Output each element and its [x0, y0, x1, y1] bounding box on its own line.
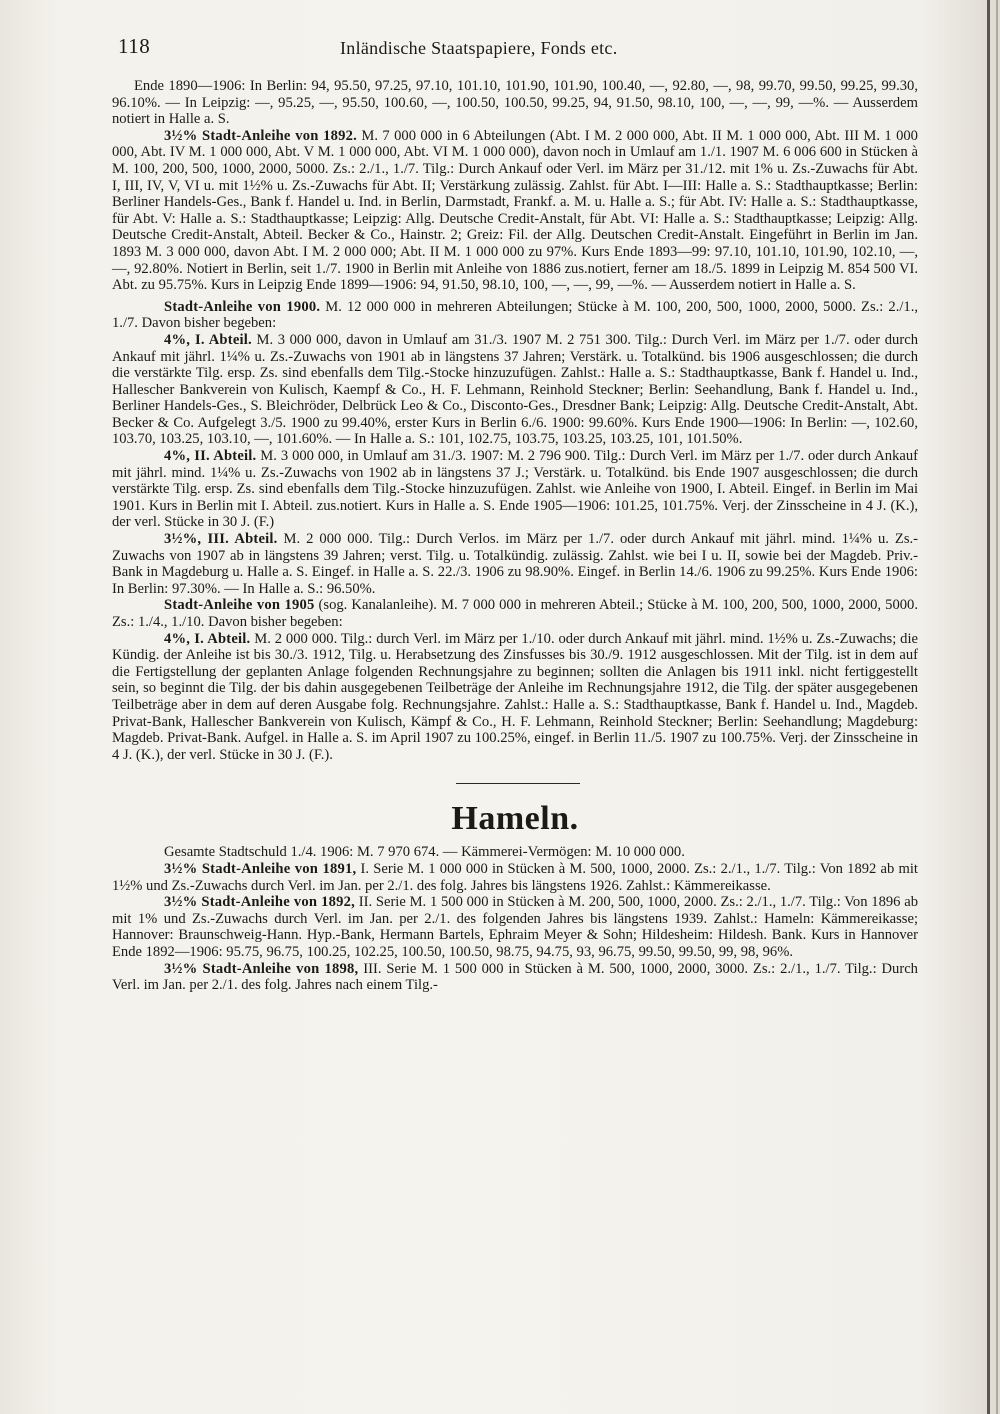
heading-1900-abteil-1: 4%, I. Abteil. — [164, 331, 252, 348]
heading-anleihe-1892: 3½% Stadt-Anleihe von 1892. — [164, 127, 357, 144]
paragraph-kurs-1890-1906: Ende 1890—1906: In Berlin: 94, 95.50, 97.25, 97.10, 101.10, 101.90, 101.90, 100.40, —, 92.80, —, 98, 99.70, 99.50, 99.25, 99.30, 96.10%. — In Leipzig: —, 95.25, —, 95.50, 100.60, —, 100.50, 100.50, 99.25, 94, 91.50, 98.10, 100, —, —, 99, —%. — Ausserdem notiert in Halle a. S. — [112, 78, 918, 128]
page-spine-shadow — [987, 0, 990, 1414]
heading-anleihe-1905: Stadt-Anleihe von 1905 — [164, 597, 315, 614]
heading-1900-abteil-3: 3½%, III. Abteil. — [164, 531, 278, 548]
paragraph-anleihe-1892 — [112, 128, 918, 294]
paragraph-1900-abteil-2 — [112, 448, 918, 531]
heading-hameln-1891: 3½% Stadt-Anleihe von 1891, — [164, 860, 357, 877]
page-number: 118 — [118, 34, 151, 58]
text-anleihe-1892: M. 7 000 000 in 6 Abteilungen (Abt. I M. 2 000 000, Abt. II M. 1 000 000, Abt. III M. 1 000 000, Abt. IV M. 1 000 000, Abt. V M. 1 000 000, Abt. VI M. 1 000 000), davon noch in Umlauf am 1./1. 1907 M. 6 006 600 in Stücken à M. 100, 200, 500, 1000, 2000, 5000. Zs.: 2./1., 1./7. Tilg.: Durch Ankauf oder Verl. im März per 31./12. mit 1% u. Zs.-Zuwachs für Abt. I, III, IV, V, VI u. mit 1½% u. Zs.-Zuwachs für Abt. II; Verstärkung zulässig. Zahlst. für Abt. I—III: Halle a. S.: Stadthauptkasse; Berlin: Berliner Handels-Ges., Bank f. Handel u. Ind. in Berlin, Darmstadt, Frankf. a. M. u. Halle a. S.; für Abt. IV: Halle a. S.: Stadthauptkasse, für Abt. V: Halle a. S.: Stadthauptkasse; Leipzig: Allg. Deutsche Credit-Anstalt, für Abt. VI: Halle a. S.: Stadthauptkasse; Leipzig: Allg. Deutsche Credit-Anstalt, Abteil. Becker & Co., Hainstr. 2; Greiz: Fil. der Allg. Deutschen Credit-Anstalt. Eingeführt in Berlin im Jan. 1893 M. 3 000 000, davon Abt. I M. 2 000 000; Abt. II M. 1 000 000 zu 97%. Kurs Ende 1893—99: 97.10, 101.10, 101.90, 102.10, —, —, 92.80%. Notiert in Berlin, seit 1./7. 1900 in Berlin mit Anleihe von 1886 zus.notiert, ferner am 18./5. 1899 in Leipzig M. 854 500 VI. Abt. zu 95.75%. Kurs in Leipzig Ende 1899—1906: 94, 91.50, 98.10, 100, —, —, 99, —%. — Ausserdem notiert in Halle a. S. — [112, 127, 918, 294]
page-header — [118, 34, 910, 64]
paragraph-1900-abteil-1 — [112, 332, 918, 448]
paragraph-1905-abteil-1 — [112, 631, 918, 764]
section-title-hameln: Hameln. — [451, 800, 579, 838]
heading-1905-abteil-1: 4%, I. Abteil. — [164, 630, 251, 647]
running-title: Inländische Staatspapiere, Fonds etc. — [340, 38, 618, 58]
paragraph-hameln-summary: Gesamte Stadtschuld 1./4. 1906: M. 7 970 674. — Kämmerei-Vermögen: M. 10 000 000. — [164, 844, 685, 861]
text-anleihe-1905: (sog. Kanalanleihe). M. 7 000 000 in mehreren Abteil.; Stücke à M. 100, 200, 500, 1000, 2000, 5000. Zs.: 1./4., 1./10. Davon bisher begeben: — [112, 597, 918, 630]
text-hameln-1898: III. Serie M. 1 500 000 in Stücken à M. 500, 1000, 2000, 3000. Zs.: 2./1., 1./7. Tilg.: Durch Verl. im Jan. per 2./1. des folg. Jahres nach einem Tilg.- — [112, 960, 918, 994]
paragraph-anleihe-1900 — [112, 299, 918, 332]
heading-anleihe-1900: Stadt-Anleihe von 1900. — [164, 298, 321, 315]
text-hameln-1892: II. Serie M. 1 500 000 in Stücken à M. 200, 500, 1000, 2000. Zs.: 2./1., 1./7. Tilg.: Von 1896 ab mit 1% und Zs.-Zuwachs durch Verl. im Jan. per 2./1. des folgenden Jahres bis längstens 1939. Zahlst.: Hameln: Kämmereikasse; Hannover: Braunschweig-Hann. Hyp.-Bank, Hermann Bartels, Ephraim Meyer & Sohn; Hildesheim: Hildesh. Bank. Kurs in Hannover Ende 1892—1906: 95.75, 96.75, 100.25, 102.25, 100.50, 100.50, 98.75, 94.75, 93, 96.75, 99.50, 99.50, 99, 98, 96%. — [112, 894, 918, 960]
heading-hameln-1898: 3½% Stadt-Anleihe von 1898, — [164, 960, 359, 977]
paragraph-hameln-1891 — [112, 861, 918, 894]
heading-1900-abteil-2: 4%, II. Abteil. — [164, 448, 257, 465]
paragraph-hameln-1898 — [112, 961, 918, 994]
text-1900-abteil-3: M. 2 000 000. Tilg.: Durch Verlos. im März per 1./7. oder durch Ankauf mit jährl. mind. 1¼% u. Zs.-Zuwachs von 1907 ab in längstens 39 Jahren; verst. Tilg. u. Totalkündig. zulässig. Zahlst. wie bei I u. II, sowie bei der Magdeb. Priv.-Bank in Magdeburg u. Halle a. S. Eingef. in Halle a. S. 22./3. 1906 zu 98.90%. Eingef. in Berlin 14./6. 1906 zu 99.25%. Kurs Ende 1906: In Berlin: 97.30%. — In Halle a. S.: 96.50%. — [112, 531, 919, 597]
text-1900-abteil-1: M. 3 000 000, davon in Umlauf am 31./3. 1907 M. 2 751 300. Tilg.: Durch Verl. im März per 1./7. oder durch Ankauf mit jährl. 1¼% u. Zs.-Zuwachs von 1901 ab in längstens 37 Jahren; Verstärk. u. Totalkünd. bis 1906 ausgeschlossen; die durch die verstärkte Tilg. ersp. Zs. sind ebenfalls dem Tilg.-Stocke hinzuzufügen. Zahlst.: Halle a. S.: Stadthauptkasse, Bank f. Handel u. Ind., Hallescher Bankverein von Kulisch, Kaempf & Co., H. F. Lehmann, Reinhold Steckner; Berlin: Seehandlung, Bank f. Handel u. Ind., Berliner Handels-Ges., S. Bleichröder, Delbrück Leo & Co., Disconto-Ges., Dresdner Bank; Leipzig: Allg. Deutsche Credit-Anstalt, Abt. Becker & Co. Aufgelegt 3./5. 1900 zu 99.40%, erster Kurs in Berlin 6./6. 1900: 99.60%. Kurs Ende 1900—1906: In Berlin: —, 102.60, 103.70, 103.25, 103.10, —, 101.60%. — In Halle a. S.: 101, 102.75, 103.75, 103.25, 103.25, 101, 101.50%. — [112, 331, 918, 448]
page-body — [112, 78, 918, 994]
section-divider — [456, 783, 580, 784]
text-hameln-1891: I. Serie M. 1 000 000 in Stücken à M. 500, 1000, 2000. Zs.: 2./1., 1./7. Tilg.: Von 1892 ab mit 1½% und Zs.-Zuwachs durch Verl. im Jan. per 2./1. des folg. Jahres bis längstens 1926. Zahlst.: Kämmereikasse. — [112, 860, 918, 894]
paragraph-anleihe-1905 — [112, 597, 918, 630]
paragraph-hameln-1892 — [112, 894, 918, 960]
page-edge-shadow — [996, 0, 998, 1414]
paragraph-1900-abteil-3 — [112, 531, 918, 597]
text-anleihe-1900: M. 12 000 000 in mehreren Abteilungen; Stücke à M. 100, 200, 500, 1000, 2000, 5000. Zs.: 2./1., 1./7. Davon bisher begeben: — [112, 298, 918, 332]
heading-hameln-1892: 3½% Stadt-Anleihe von 1892, — [164, 894, 355, 911]
text-1900-abteil-2: M. 3 000 000, in Umlauf am 31./3. 1907: M. 2 796 900. Tilg.: Durch Verl. im März per 1./7. oder durch Ankauf mit jährl. mind. 1¼% u. Zs.-Zuwachs von 1902 ab in längstens 37 J.; Verstärk. u. Totalkünd. bis Ende 1907 ausgeschlossen; die durch verstärkte Tilg. ersp. Zs. sind ebenfalls dem Tilg.-Stocke hinzuzufügen. Zahlst. wie Anleihe von 1900, I. Abteil. Eingef. in Berlin im Mai 1901. Kurs in Berlin mit I. Abteil. zus.notiert. Kurs in Halle a. S. Ende 1905—1906: 101.25, 101.75%. Verj. der Zinsscheine in 4 J. (K.), der verl. Stücke in 30 J. (F.) — [112, 448, 918, 531]
text-1905-abteil-1: M. 2 000 000. Tilg.: durch Verl. im März per 1./10. oder durch Ankauf mit jährl. mind. 1½% u. Zs.-Zuwachs; die Kündig. der Anleihe ist bis 30./3. 1912, Tilg. u. Herabsetzung des Zinsfusses bis 30./9. 1912 ausgeschlossen. Mit der Tilg. ist in dem auf die Fertigstellung der geplanten Anlage folgenden Rechnungsjahre zu beginnen; sollten die Anlagen bis 1911 inkl. nicht fertiggestellt sein, so beginnt die Tilg. der bis dahin ausgegebenen Teilbeträge der Anleihe im Rechnungsjahre 1912, die Tilg. der später ausgegebenen Teilbeträge aber in dem auf deren Ausgabe folg. Rechnungsjahre. Zahlst.: Halle a. S.: Stadthauptkasse, Bank f. Handel u. Ind., Magdeb. Privat-Bank, Hallescher Bankverein von Kulisch, Kämpf & Co., H. F. Lehmann, Reinhold Steckner; Berlin: Seehandlung; Magdeburg: Magdeb. Privat-Bank. Aufgel. in Halle a. S. im April 1907 zu 100.25%, eingef. in Berlin 11./5. 1907 zu 100.75%. Verj. der Zinsscheine in 4 J. (K.), der verl. Stücke in 30 J. (F.). — [112, 630, 918, 763]
